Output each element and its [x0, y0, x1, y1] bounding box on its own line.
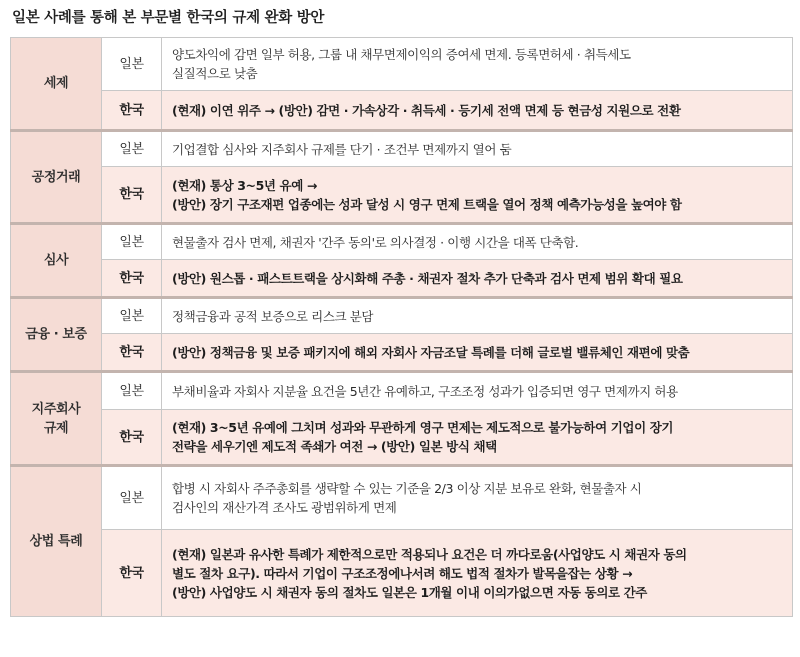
country-label-japan: 일본	[102, 466, 162, 530]
category-line: 규제	[43, 420, 69, 436]
text-line: 양도차익에 감면 일부 허용, 그룹 내 채무면제이익의 증여세 면제. 등록면허세 · 취득세도	[172, 47, 631, 62]
text-line: (현재) 통상 3~5년 유예 →	[172, 177, 317, 193]
text-line: 별도 절차 요구). 따라서 기업이 구조조정에나서려 해도 법적 절차가 발목을잡는 상황 →	[172, 565, 633, 581]
text-line: (방안) 정책금융 및 보증 패키지에 해외 자회사 자금조달 특례를 더해 글로벌 밸류체인 재편에 맞춤	[172, 344, 690, 360]
text-line: 실질적으로 낮춤	[172, 66, 258, 81]
category-tax: 세제	[11, 38, 102, 131]
korea-description	[162, 410, 793, 466]
korea-description	[162, 334, 793, 372]
country-label-japan: 일본	[102, 224, 162, 260]
korea-description	[162, 91, 793, 131]
text-line: (방안) 장기 구조재편 업종에는 성과 달성 시 영구 면제 트랙을 열어 정책 예측가능성을 높여야 함	[172, 196, 682, 212]
country-label-korea: 한국	[102, 334, 162, 372]
japan-description	[162, 298, 793, 334]
country-label-korea: 한국	[102, 91, 162, 131]
page-title: 일본 사례를 통해 본 부문별 한국의 규제 완화 방안	[12, 10, 325, 26]
category-commercial-law-exception: 상법 특례	[11, 466, 102, 617]
text-line: (방안) 사업양도 시 채권자 동의 절차도 일본은 1개월 이내 이의가없으면 자동 동의로 간주	[172, 584, 647, 600]
country-label-korea: 한국	[102, 167, 162, 224]
korea-description	[162, 530, 793, 617]
japan-description	[162, 466, 793, 530]
text-line: (현재) 일본과 유사한 특례가 제한적으로만 적용되나 요건은 더 까다로움(사업양도 시 채권자 동의	[172, 546, 687, 562]
japan-description	[162, 224, 793, 260]
text-line: 검사인의 재산가격 조사도 광범위하게 면제	[172, 500, 397, 515]
country-label-japan: 일본	[102, 372, 162, 410]
country-label-japan: 일본	[102, 131, 162, 167]
text-line: 전략을 세우기엔 제도적 족쇄가 여전 → (방안) 일본 방식 채택	[172, 439, 497, 454]
category-fair-trade: 공정거래	[11, 131, 102, 224]
text-line: 기업결합 심사와 지주회사 규제를 단기 · 조건부 면제까지 열어 둠	[172, 141, 512, 157]
japan-description	[162, 372, 793, 410]
text-line: (방안) 원스톱 · 패스트트랙을 상시화해 주총 · 채권자 절차 추가 단축과 검사 면제 범위 확대 필요	[172, 270, 683, 286]
country-label-japan: 일본	[102, 298, 162, 334]
category-review: 심사	[11, 224, 102, 298]
country-label-japan: 일본	[102, 38, 162, 91]
text-line: 현물출자 검사 면제, 채권자 '간주 동의'로 의사결정 · 이행 시간을 대폭 단축함.	[172, 234, 579, 250]
text-line: (현재) 이연 위주 → (방안) 감면 · 가속상각 · 취득세 · 등기세 전액 면제 등 현금성 지원으로 전환	[172, 102, 681, 118]
text-line: 정책금융과 공적 보증으로 리스크 분담	[172, 308, 374, 324]
japan-description	[162, 131, 793, 167]
korea-description	[162, 167, 793, 224]
japan-description	[162, 38, 793, 91]
country-label-korea: 한국	[102, 260, 162, 298]
category-holding-company-regulation	[11, 372, 102, 466]
text-line: 부채비율과 자회사 지분율 요건을 5년간 유예하고, 구조조정 성과가 입증되면 영구 면제까지 허용	[172, 383, 678, 399]
text-line: 합병 시 자회사 주주총회를 생략할 수 있는 기준을 2/3 이상 지분 보유로 완화, 현물출자 시	[172, 481, 642, 496]
category-finance-guarantee: 금융 · 보증	[11, 298, 102, 372]
country-label-korea: 한국	[102, 410, 162, 466]
korea-description	[162, 260, 793, 298]
regulation-comparison-table	[10, 37, 793, 617]
category-line: 지주회사	[31, 401, 81, 417]
text-line: (현재) 3~5년 유예에 그치며 성과와 무관하게 영구 면제는 제도적으로 불가능하여 기업이 장기	[172, 420, 674, 435]
country-label-korea: 한국	[102, 530, 162, 617]
